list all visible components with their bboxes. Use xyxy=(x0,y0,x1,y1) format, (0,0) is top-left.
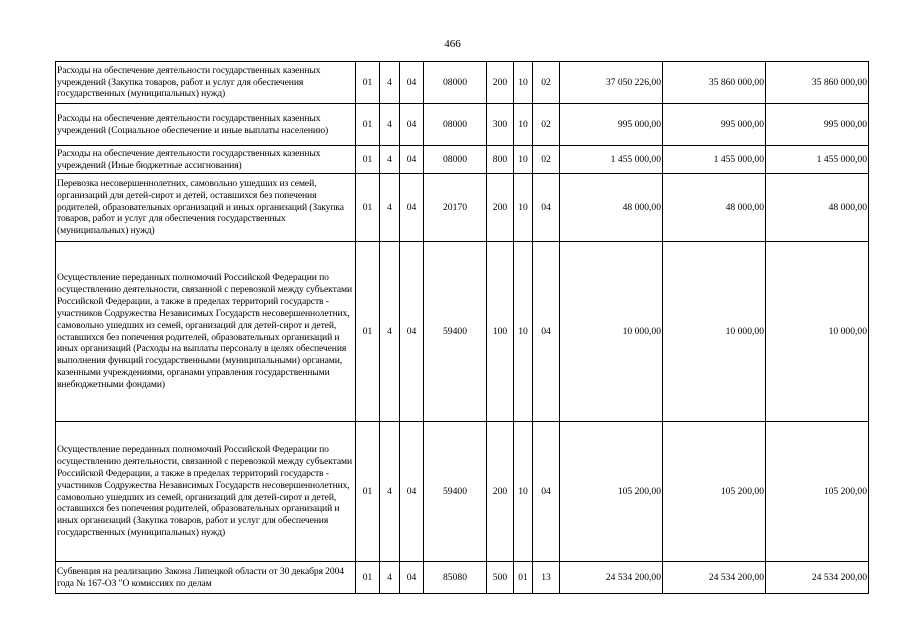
amount-year-3: 105 200,00 xyxy=(766,422,869,562)
code-subsection: 02 xyxy=(533,146,560,174)
amount-year-1: 24 534 200,00 xyxy=(560,562,663,594)
amount-year-3: 48 000,00 xyxy=(766,174,869,242)
row-description: Расходы на обеспечение деятельности государственных казенных учреждений (Закупка товаров, работ и услуг для обеспечения государственных (муниципальных) нужд) xyxy=(56,62,356,104)
code-subprogram: 04 xyxy=(400,242,424,422)
code-expense-type: 200 xyxy=(487,422,514,562)
code-direction: 59400 xyxy=(424,242,487,422)
code-program: 4 xyxy=(380,562,400,594)
row-description: Перевозка несовершеннолетних, самовольно ушедших из семей, организаций для детей-сирот и детей, оставшихся без попечения родителей, образовательных организаций и иных организаций (Закупка товаров, работ и услуг для обеспечения государственных (муниципальных) нужд) xyxy=(56,174,356,242)
code-direction: 85080 xyxy=(424,562,487,594)
row-description: Расходы на обеспечение деятельности государственных казенных учреждений (Иные бюджетные ассигнования) xyxy=(56,146,356,174)
amount-year-1: 37 050 226,00 xyxy=(560,62,663,104)
code-ministry: 01 xyxy=(356,62,380,104)
amount-year-3: 10 000,00 xyxy=(766,242,869,422)
code-program: 4 xyxy=(380,62,400,104)
amount-year-3: 35 860 000,00 xyxy=(766,62,869,104)
amount-year-2: 1 455 000,00 xyxy=(663,146,766,174)
table-row xyxy=(56,422,869,562)
budget-table xyxy=(55,61,869,594)
code-direction: 20170 xyxy=(424,174,487,242)
table-row xyxy=(56,562,869,594)
code-subprogram: 04 xyxy=(400,104,424,146)
code-program: 4 xyxy=(380,104,400,146)
code-subprogram: 04 xyxy=(400,146,424,174)
code-section: 10 xyxy=(514,62,533,104)
table-row xyxy=(56,104,869,146)
code-direction: 08000 xyxy=(424,104,487,146)
code-expense-type: 800 xyxy=(487,146,514,174)
code-subsection: 04 xyxy=(533,422,560,562)
row-description: Осуществление переданных полномочий Российской Федерации по осуществлению деятельности, связанной с перевозкой между субъектами Российской Федерации, а также в пределах территорий государств - участников Содружества Независимых Государств несовершеннолетних, самовольно ушедших из семей, организаций для детей-сирот и детей, оставшихся без попечения родителей, образовательных организаций и иных организаций (Закупка товаров, работ и услуг для обеспечения государственных (муниципальных) нужд) xyxy=(56,422,356,562)
amount-year-1: 105 200,00 xyxy=(560,422,663,562)
code-subprogram: 04 xyxy=(400,422,424,562)
code-section: 10 xyxy=(514,104,533,146)
code-subsection: 02 xyxy=(533,62,560,104)
code-subsection: 13 xyxy=(533,562,560,594)
code-expense-type: 200 xyxy=(487,62,514,104)
code-subsection: 04 xyxy=(533,242,560,422)
amount-year-2: 105 200,00 xyxy=(663,422,766,562)
table-row xyxy=(56,174,869,242)
code-ministry: 01 xyxy=(356,104,380,146)
code-section: 10 xyxy=(514,422,533,562)
amount-year-2: 48 000,00 xyxy=(663,174,766,242)
code-section: 10 xyxy=(514,242,533,422)
amount-year-2: 24 534 200,00 xyxy=(663,562,766,594)
page-number: 466 xyxy=(444,38,461,50)
amount-year-3: 995 000,00 xyxy=(766,104,869,146)
code-program: 4 xyxy=(380,242,400,422)
code-direction: 59400 xyxy=(424,422,487,562)
code-expense-type: 100 xyxy=(487,242,514,422)
code-expense-type: 300 xyxy=(487,104,514,146)
code-subprogram: 04 xyxy=(400,62,424,104)
amount-year-1: 995 000,00 xyxy=(560,104,663,146)
row-description: Осуществление переданных полномочий Российской Федерации по осуществлению деятельности, связанной с перевозкой между субъектами Российской Федерации, а также в пределах территорий государств - участников Содружества Независимых Государств несовершеннолетних, самовольно ушедших из семей, организаций для детей-сирот и детей, оставшихся без попечения родителей, образовательных организаций и иных организаций (Расходы на выплаты персоналу в целях обеспечения выполнения функций государственными (муниципальными) органами, казенными учреждениями, органами управления государственными внебюджетными фондами) xyxy=(56,242,356,422)
row-description: Субвенция на реализацию Закона Липецкой области от 30 декабря 2004 года № 167-ОЗ "О комиссиях по делам xyxy=(56,562,356,594)
code-ministry: 01 xyxy=(356,562,380,594)
code-program: 4 xyxy=(380,422,400,562)
table-row xyxy=(56,146,869,174)
amount-year-1: 10 000,00 xyxy=(560,242,663,422)
code-subprogram: 04 xyxy=(400,562,424,594)
amount-year-2: 10 000,00 xyxy=(663,242,766,422)
table-row xyxy=(56,242,869,422)
code-section: 01 xyxy=(514,562,533,594)
table-row xyxy=(56,62,869,104)
code-ministry: 01 xyxy=(356,146,380,174)
code-expense-type: 200 xyxy=(487,174,514,242)
code-ministry: 01 xyxy=(356,422,380,562)
amount-year-3: 1 455 000,00 xyxy=(766,146,869,174)
code-direction: 08000 xyxy=(424,62,487,104)
code-expense-type: 500 xyxy=(487,562,514,594)
amount-year-1: 48 000,00 xyxy=(560,174,663,242)
code-ministry: 01 xyxy=(356,242,380,422)
code-subsection: 02 xyxy=(533,104,560,146)
code-section: 10 xyxy=(514,174,533,242)
code-section: 10 xyxy=(514,146,533,174)
code-ministry: 01 xyxy=(356,174,380,242)
amount-year-1: 1 455 000,00 xyxy=(560,146,663,174)
amount-year-2: 35 860 000,00 xyxy=(663,62,766,104)
code-subsection: 04 xyxy=(533,174,560,242)
code-direction: 08000 xyxy=(424,146,487,174)
code-program: 4 xyxy=(380,174,400,242)
code-program: 4 xyxy=(380,146,400,174)
amount-year-3: 24 534 200,00 xyxy=(766,562,869,594)
amount-year-2: 995 000,00 xyxy=(663,104,766,146)
row-description: Расходы на обеспечение деятельности государственных казенных учреждений (Социальное обеспечение и иные выплаты населению) xyxy=(56,104,356,146)
code-subprogram: 04 xyxy=(400,174,424,242)
